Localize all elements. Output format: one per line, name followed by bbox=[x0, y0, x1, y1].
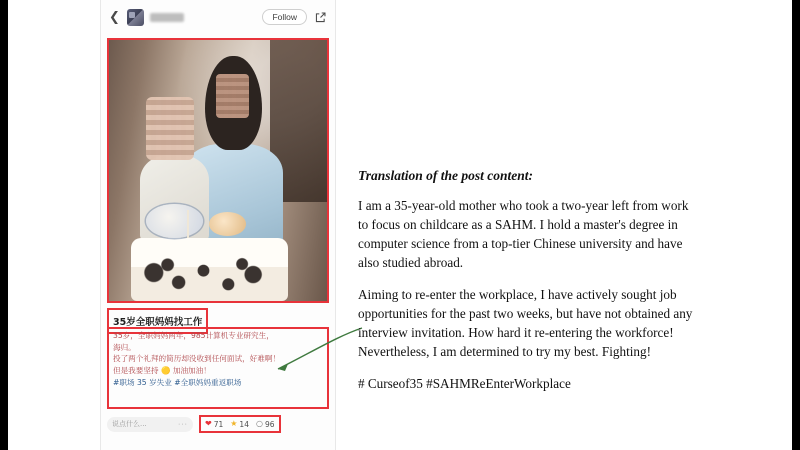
translation-paragraph: I am a 35-year-old mother who took a two-year left from work to focus on childcare as a SAHM. I hold a master's degree in computer science from a top-tier Chinese university and have also studied abroad. bbox=[358, 198, 689, 270]
post-body-line: 35岁，全职妈妈两年，985计算机专业研究生， bbox=[113, 331, 274, 340]
post-hashtags[interactable]: #职场 35 岁失业 #全职妈妈重返职场 bbox=[113, 378, 242, 387]
username-redacted bbox=[150, 13, 184, 22]
translation-hashtags: # Curseof35 #SAHMReEnterWorkplace bbox=[358, 376, 571, 391]
letterbox-right bbox=[792, 0, 800, 450]
image-mother-face-pixelated bbox=[216, 74, 249, 118]
post-title: 35岁全职妈妈找工作 bbox=[113, 317, 203, 328]
favorite-count: 14 bbox=[239, 419, 249, 429]
comment-input-placeholder: 说点什么... bbox=[112, 420, 147, 428]
translation-panel bbox=[358, 168, 700, 393]
image-birthday-cake bbox=[131, 238, 288, 301]
star-icon: ★ bbox=[230, 419, 238, 428]
translation-heading: Translation of the post content: bbox=[358, 168, 534, 183]
comment-stat[interactable] bbox=[256, 420, 275, 429]
image-baby-face-pixelated bbox=[146, 97, 194, 160]
comment-count: 96 bbox=[264, 419, 275, 429]
chevron-left-icon[interactable]: ❮ bbox=[109, 9, 120, 25]
translation-paragraph: Aiming to re-enter the workplace, I have actively sought job opportunities for the past two weeks, but have not obtained any interview invitation. How hard it re-entering the workforce! Nevertheless, I am determined to try my best. Fighting! bbox=[358, 287, 693, 359]
post-header bbox=[101, 0, 335, 34]
comment-input[interactable] bbox=[107, 417, 193, 432]
follow-button[interactable]: Follow bbox=[262, 9, 307, 26]
image-cake-candle bbox=[187, 210, 189, 239]
comment-bubble-icon: ○ bbox=[255, 419, 263, 428]
social-post-card bbox=[100, 0, 336, 450]
post-body-highlight bbox=[107, 327, 329, 409]
image-cake-planet-decoration-2 bbox=[209, 212, 246, 235]
post-image bbox=[109, 40, 327, 301]
comment-more-icon[interactable]: ··· bbox=[178, 420, 188, 428]
post-body-line: 投了两个礼拜的简历却没收到任何面试，好难啊！ bbox=[113, 354, 281, 363]
share-external-icon[interactable] bbox=[314, 11, 327, 24]
post-image-highlight[interactable] bbox=[107, 38, 329, 303]
like-stat[interactable] bbox=[205, 420, 223, 429]
post-action-row bbox=[107, 414, 329, 434]
like-count: 71 bbox=[213, 419, 224, 429]
favorite-stat[interactable] bbox=[230, 420, 249, 429]
avatar[interactable] bbox=[127, 9, 144, 26]
heart-icon: ❤ bbox=[205, 419, 212, 428]
post-body-line: 但是我要坚持 🟡 加油加油！ bbox=[113, 365, 211, 375]
post-body-line: 海归。 bbox=[113, 342, 136, 352]
image-cake-planet-decoration bbox=[146, 204, 203, 238]
letterbox-left bbox=[0, 0, 8, 450]
post-stats-highlight bbox=[199, 415, 281, 433]
